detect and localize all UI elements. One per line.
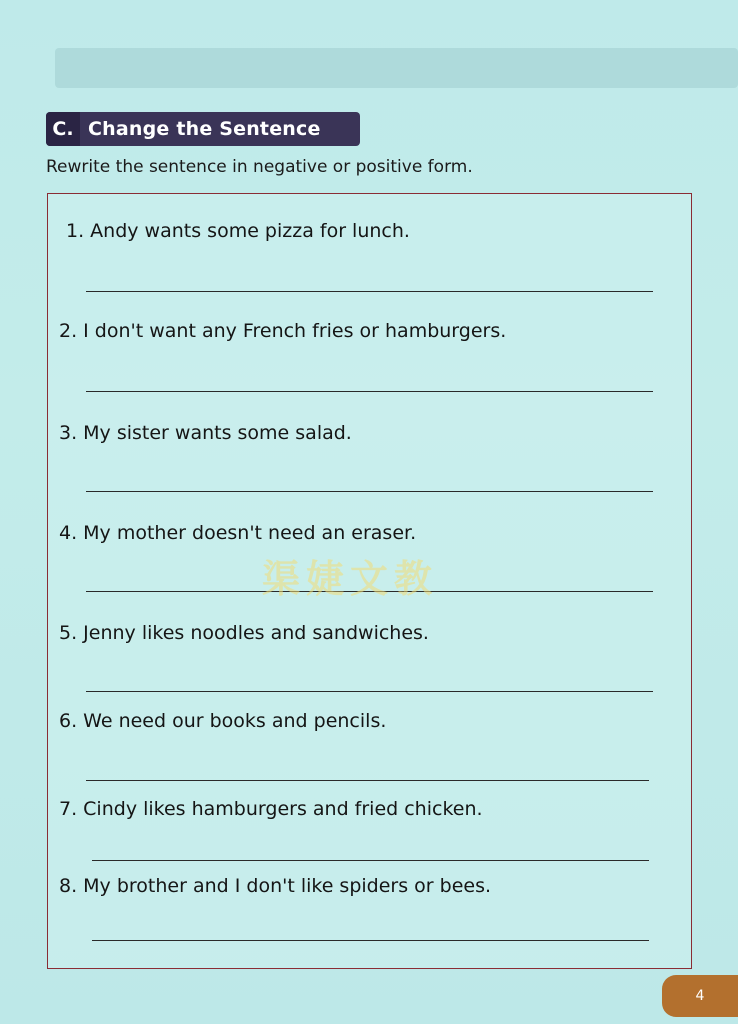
answer-line-3[interactable] — [86, 491, 653, 492]
exercise-sentence-4: 4. My mother doesn't need an eraser. — [59, 522, 417, 544]
section-header — [46, 112, 360, 146]
exercise-sentence-3: 3. My sister wants some salad. — [59, 422, 352, 444]
exercise-sentence-7: 7. Cindy likes hamburgers and fried chicken. — [59, 798, 483, 820]
section-letter: C. — [46, 112, 80, 146]
background-bleed — [55, 48, 738, 88]
answer-line-6[interactable] — [86, 780, 649, 781]
page-number-tab — [662, 975, 738, 1017]
answer-line-5[interactable] — [86, 691, 653, 692]
exercise-sentence-1: 1. Andy wants some pizza for lunch. — [66, 220, 410, 242]
section-title: Change the Sentence — [88, 118, 321, 140]
exercise-sentence-6: 6. We need our books and pencils. — [59, 710, 387, 732]
answer-line-2[interactable] — [86, 391, 653, 392]
page-number: 4 — [695, 988, 705, 1004]
exercise-sentence-5: 5. Jenny likes noodles and sandwiches. — [59, 622, 429, 644]
answer-line-1[interactable] — [86, 291, 653, 292]
watermark-text: 渠婕文教 — [262, 556, 439, 601]
answer-line-8[interactable] — [92, 940, 649, 941]
answer-line-7[interactable] — [92, 860, 649, 861]
instruction-text: Rewrite the sentence in negative or positive form. — [46, 157, 473, 177]
exercise-sentence-8: 8. My brother and I don't like spiders or bees. — [59, 875, 492, 897]
exercise-sentence-2: 2. I don't want any French fries or hamburgers. — [59, 320, 507, 342]
